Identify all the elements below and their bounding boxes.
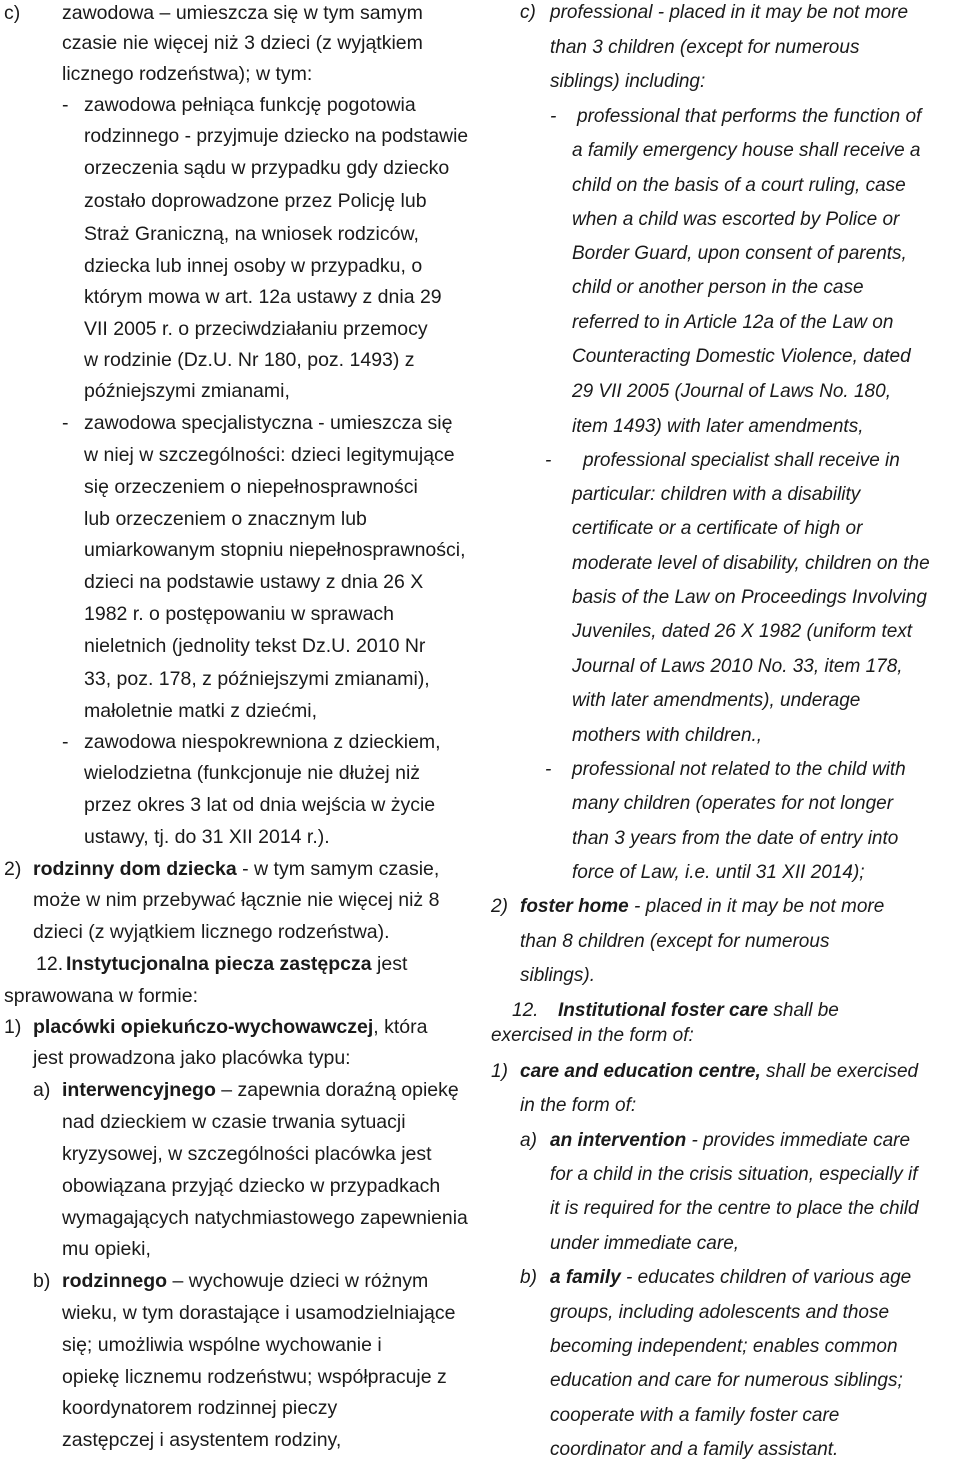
text-line: than 8 children (except for numerous <box>520 931 830 952</box>
text-line: może w nim przebywać łącznie nie więcej niż 8 <box>33 889 440 911</box>
text-line <box>33 1015 427 1039</box>
text-line: siblings) including: <box>550 71 706 92</box>
list-marker: 2) <box>4 858 22 880</box>
text-line: with later amendments), underage <box>572 690 861 711</box>
text-line <box>550 1266 911 1290</box>
text-line: wielodzietna (funkcjonuje nie dłużej niż <box>84 762 421 784</box>
text-line: zawodowa specjalistyczna - umieszcza się <box>84 412 453 434</box>
bold-term: rodzinny dom dziecka <box>33 858 237 880</box>
text-line: many children (operates for not longer <box>572 793 894 814</box>
text-line <box>62 1078 459 1102</box>
text-line: Juveniles, dated 26 X 1982 (uniform text <box>572 621 913 642</box>
bold-term: placówki opiekuńczo-wychowawczej <box>33 1016 374 1038</box>
text-line: in the form of: <box>520 1095 637 1116</box>
text-line: it is required for the centre to place the child <box>550 1198 919 1219</box>
text-line: exercised in the form of: <box>491 1025 694 1046</box>
text-line: mothers with children., <box>572 725 763 746</box>
text-line: under immediate care, <box>550 1233 740 1254</box>
list-marker: a) <box>520 1130 537 1151</box>
text-run: shall be <box>768 1000 839 1021</box>
text-line: zostało doprowadzone przez Policję lub <box>84 190 427 212</box>
text-run: - educates children of various age <box>620 1267 912 1288</box>
text-line: koordynatorem rodzinnej pieczy <box>62 1397 338 1419</box>
list-marker: - <box>545 759 552 780</box>
text-line: referred to in Article 12a of the Law on <box>572 312 894 333</box>
text-line: groups, including adolescents and those <box>550 1302 890 1323</box>
text-run: – zapewnia doraźną opiekę <box>215 1079 459 1101</box>
list-marker: - <box>550 106 557 127</box>
text-line: czasie nie więcej niż 3 dzieci (z wyjątkiem <box>62 32 423 54</box>
text-line <box>66 952 407 976</box>
text-line: VII 2005 r. o przeciwdziałaniu przemocy <box>84 318 428 340</box>
text-line: umiarkowanym stopniu niepełnosprawności, <box>84 539 466 561</box>
bold-term: a family <box>550 1267 621 1288</box>
text-line: basis of the Law on Proceedings Involving <box>572 587 927 608</box>
text-line: professional - placed in it may be not more <box>550 2 909 23</box>
text-line: licznego rodzeństwa); w tym: <box>62 63 313 85</box>
list-marker: 1) <box>4 1016 22 1038</box>
text-line: 33, poz. 178, z późniejszymi zmianami), <box>84 668 430 690</box>
text-line: późniejszymi zmianami, <box>84 380 290 402</box>
text-line: opiekę licznemu rodzeństwu; współpracuje z <box>62 1366 447 1388</box>
text-line: cooperate with a family foster care <box>550 1405 840 1426</box>
list-marker: 1) <box>491 1061 508 1082</box>
text-run: , która <box>373 1016 428 1038</box>
text-line: jest prowadzona jako placówka typu: <box>33 1047 351 1069</box>
text-line: się; umożliwia wspólne wychowanie i <box>62 1334 382 1356</box>
text-line: siblings). <box>520 965 595 986</box>
text-line: than 3 children (except for numerous <box>550 37 860 58</box>
text-line: zastępczej i asystentem rodziny, <box>62 1429 342 1451</box>
text-line: 1982 r. o postępowaniu w sprawach <box>84 603 395 625</box>
text-line: się orzeczeniem o niepełnosprawności <box>84 476 418 498</box>
text-line: when a child was escorted by Police or <box>572 209 900 230</box>
bold-term: care and education centre, <box>520 1061 761 1082</box>
text-line: obowiązana przyjąć dziecko w przypadkach <box>62 1175 441 1197</box>
text-line: professional specialist shall receive in <box>583 450 900 471</box>
text-line: dzieci na podstawie ustawy z dnia 26 X <box>84 571 424 593</box>
text-line: ustawy, tj. do 31 XII 2014 r.). <box>84 826 330 848</box>
text-line: w rodzinie (Dz.U. Nr 180, poz. 1493) z <box>84 349 415 371</box>
text-line: for a child in the crisis situation, especially if <box>550 1164 918 1185</box>
text-line: zawodowa pełniąca funkcję pogotowia <box>84 94 416 116</box>
list-marker: c) <box>520 2 536 23</box>
text-line: dzieci (z wyjątkiem licznego rodzeństwa). <box>33 921 390 943</box>
text-line: dziecka lub innej osoby w przypadku, o <box>84 255 423 277</box>
text-line: Border Guard, upon consent of parents, <box>572 243 907 264</box>
text-line: którym mowa w art. 12a ustawy z dnia 29 <box>84 286 442 308</box>
text-line <box>558 999 839 1023</box>
text-line: mu opieki, <box>62 1238 151 1260</box>
list-marker: - <box>545 450 552 471</box>
text-run: - provides immediate care <box>686 1130 911 1151</box>
list-marker: a) <box>33 1079 51 1101</box>
text-line: orzeczenia sądu w przypadku gdy dziecko <box>84 157 450 179</box>
text-line: przez okres 3 lat od dnia wejścia w życie <box>84 794 436 816</box>
text-line: zawodowa – umieszcza się w tym samym <box>62 2 423 24</box>
list-marker: 12. <box>512 1000 539 1021</box>
text-line <box>520 1060 918 1084</box>
text-line <box>62 1269 428 1293</box>
text-line: becoming independent; enables common <box>550 1336 898 1357</box>
text-line: particular: children with a disability <box>572 484 861 505</box>
bold-term: foster home <box>520 896 629 917</box>
text-line <box>33 857 439 881</box>
text-line: force of Law, i.e. until 31 XII 2014); <box>572 862 865 883</box>
text-line: nieletnich (jednolity tekst Dz.U. 2010 Nr <box>84 635 426 657</box>
text-line: moderate level of disability, children on the <box>572 553 930 574</box>
text-line: Counteracting Domestic Violence, dated <box>572 346 911 367</box>
text-line: 29 VII 2005 (Journal of Laws No. 180, <box>572 381 891 402</box>
list-marker: b) <box>520 1267 537 1288</box>
text-run: - w tym samym czasie, <box>236 858 440 880</box>
text-line: professional that performs the function of <box>577 106 922 127</box>
text-line: sprawowana w formie: <box>4 985 198 1007</box>
text-line: małoletnie matki z dziećmi, <box>84 700 317 722</box>
list-marker: - <box>62 412 69 434</box>
text-line: child on the basis of a court ruling, case <box>572 175 906 196</box>
text-line: item 1493) with later amendments, <box>572 416 864 437</box>
list-marker: - <box>62 94 69 116</box>
list-marker: 2) <box>491 896 508 917</box>
bold-term: Instytucjonalna piecza zastępcza <box>66 953 372 975</box>
text-line <box>520 895 884 919</box>
text-line: child or another person in the case <box>572 277 864 298</box>
text-line: w niej w szczególności: dzieci legitymujące <box>84 444 455 466</box>
text-line: Straż Graniczną, na wniosek rodziców, <box>84 223 419 245</box>
bold-term: interwencyjnego <box>62 1079 216 1101</box>
text-run: - placed in it may be not more <box>628 896 885 917</box>
text-line: than 3 years from the date of entry into <box>572 828 899 849</box>
text-line: a family emergency house shall receive a <box>572 140 921 161</box>
text-run: – wychowuje dzieci w różnym <box>167 1270 429 1292</box>
text-line: kryzysowej, w szczególności placówka jest <box>62 1143 432 1165</box>
text-run: jest <box>371 953 408 975</box>
list-marker: - <box>62 731 69 753</box>
text-line: wieku, w tym dorastające i usamodzielniające <box>62 1302 456 1324</box>
text-line: Journal of Laws 2010 No. 33, item 178, <box>572 656 903 677</box>
bold-term: Institutional foster care <box>558 1000 769 1021</box>
bold-term: an intervention <box>550 1130 687 1151</box>
text-line: coordinator and a family assistant. <box>550 1439 839 1460</box>
list-marker: 12. <box>36 953 64 975</box>
text-line: education and care for numerous siblings; <box>550 1370 903 1391</box>
text-line: zawodowa niespokrewniona z dzieckiem, <box>84 731 441 753</box>
text-line: wymagających natychmiastowego zapewnienia <box>62 1207 468 1229</box>
bold-term: rodzinnego <box>62 1270 168 1292</box>
text-line: nad dzieckiem w czasie trwania sytuacji <box>62 1111 406 1133</box>
text-line: certificate or a certificate of high or <box>572 518 863 539</box>
text-line <box>550 1129 910 1153</box>
text-line: lub orzeczeniem o znacznym lub <box>84 508 367 530</box>
list-marker: b) <box>33 1270 51 1292</box>
list-marker: c) <box>4 2 21 24</box>
text-line: professional not related to the child with <box>572 759 906 780</box>
text-line: rodzinnego - przyjmuje dziecko na podstawie <box>84 125 469 147</box>
text-run: shall be exercised <box>760 1061 919 1082</box>
